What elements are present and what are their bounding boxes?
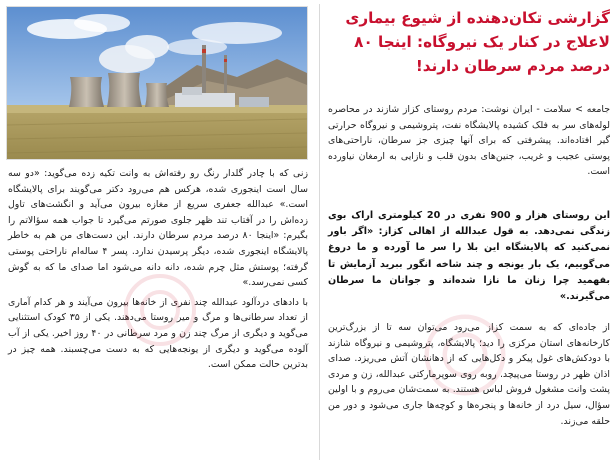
watermark-icon (120, 270, 200, 350)
article-quote: این روستای هزار و 900 نفری در 20 کیلومتری اراک بوی زندگی نمی‌دهد. به قول عبدالله از اهالی کزاز: «اگر باور نمی‌کنید که پالایشگاه این بلا را سر ما آورده و ما دروغ می‌گوییم، یک بار یونجه و چند شاخه انگور ببرید آزمایش تا بفهمید چرا زنان ما نازا شده‌اند و جوانان ما سرطان می‌گیرند.» (328, 210, 611, 303)
article-lede: جامعه > سلامت - ایران نوشت: مردم روستای کزاز شازند در محاصره لوله‌های سر به فلک کشیده پالایشگاه نفت، پتروشیمی و نیروگاه حرارتی گیر افتاده‌اند. پیشرفتی که برای آنها چیزی جز سرطان، ناراحتی‌های پوستی عجیب و غریب، جنین‌های بدون قلب و نازایی به ارمغان نیاورده است. (328, 104, 610, 178)
article-headline: گزارشی تکان‌دهنده از شیوع بیماری لاعلاج در کنار یک نیروگاه: اینجا ۸۰ درصد مردم سرطان دارند! (345, 9, 610, 75)
power-plant-photo (6, 6, 308, 160)
left-paragraph-2: با دادهای دردآلود عبدالله چند نفری از خانه‌ها بیرون می‌آیند و هر کدام آماری از تعداد سرطانی‌ها و مرگ و میر روستا می‌دهند. یکی از ۳۵ کودک استثنایی می‌گوید و دیگری از مرگ چند زن و مرد سرطانی در ۴۰ روز اخیر. یکی از آب آلوده می‌گوید و دیگری از یونجه‌هایی که به دست می‌چسبند. همه چیز در بدترین حالت ممکن است. (8, 296, 308, 371)
power-plant-illustration (7, 7, 307, 159)
article-body: از جاده‌ای که به سمت کزاز می‌رود می‌توان سه تا از بزرگ‌ترین کارخانه‌های استان مرکزی را دید؛ پالایشگاه، پتروشیمی و نیروگاه شازند با دودکش‌های غول پیکر و دکل‌هایی که از دهانشان آتش می‌ریزد. صدای اذان ظهر در روستا می‌پیچد. روبه روی سوپرمارکتی عبدالله، زن و مردی پشت وانت مشغول فروش لباس هستند. به سمت‌شان می‌روم و با اولین سؤال، سیل درد از خانه‌ها و پنجره‌ها و کوچه‌ها جاری می‌شود و دور من حلقه می‌زند. (328, 322, 610, 427)
left-paragraph-1: زنی که با چادر گلدار رنگ رو رفته‌اش به وانت تکیه زده می‌گوید: «دو سه سال است اینجوری شده، هرکس هم می‌رود دکتر می‌گویند برای پالایشگاه است.» عبدالله جعفری سریع از مغازه بیرون می‌آید و انگشت‌های تاول زده‌اش را در آفتاب تند ظهر جلوی صورتم می‌گیرد تا جواب همه سؤالاتم را بگیرم: «اینجا ۸۰ درصد مردم سرطان دارند. این دست‌های من هم به خاطر پالایشگاه اینجوری شده، دیگر پرسیدن ندارد. پسر ۴ ساله‌ام ناراحتی پوستی گرفته؛ پوستش مثل چرم شده، دانه دانه می‌شود اما صدای ما که به گوش کسی نمی‌رسد.» (8, 168, 308, 289)
column-divider (319, 4, 320, 460)
